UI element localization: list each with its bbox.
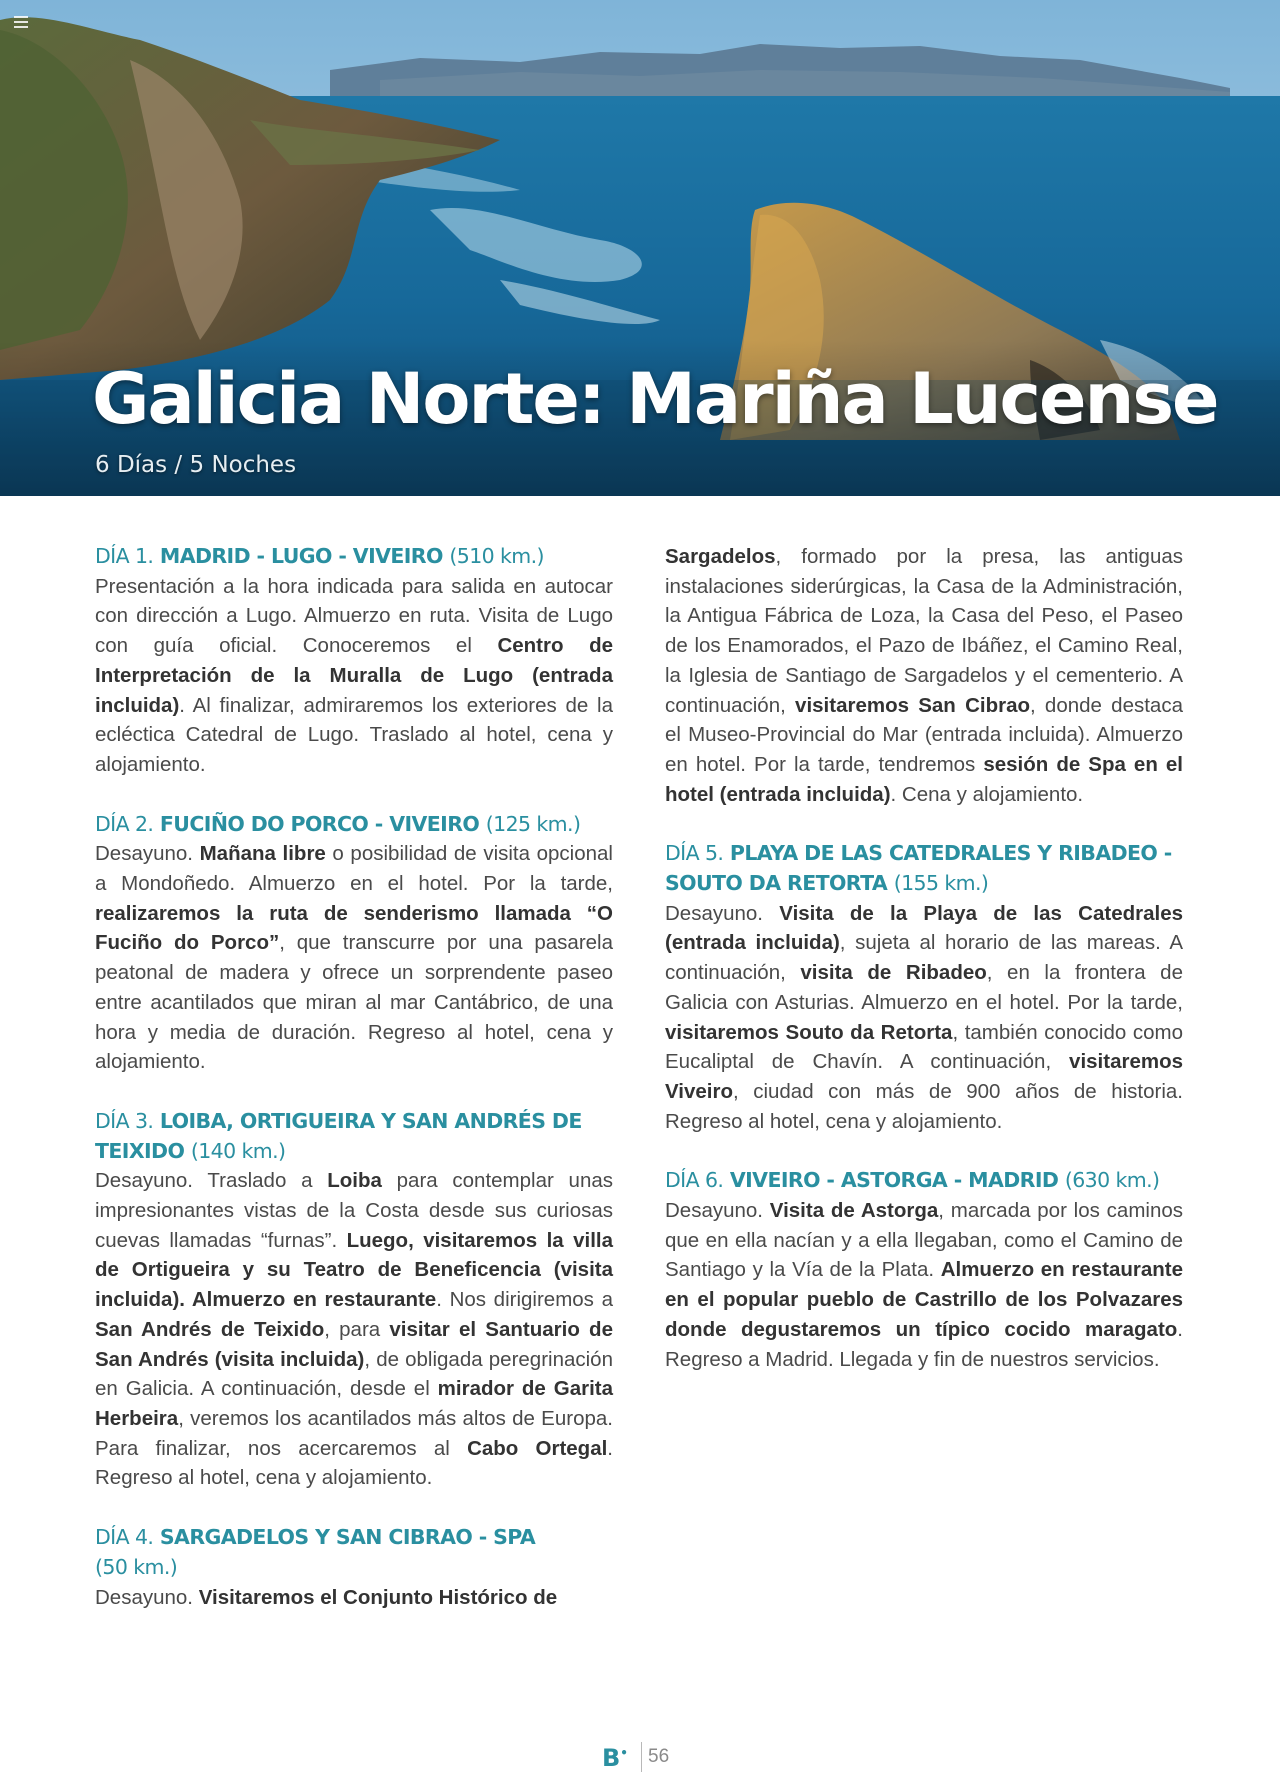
body-segment: , de obligada peregrinación en Galicia. A continuación, desde el [95,1347,613,1401]
footer-divider [641,1742,642,1772]
day-description [665,899,1183,1137]
highlight-text: visita de Ribadeo [800,961,987,985]
body-segment: , que transcurre por una pasarela peatonal de madera y ofrece un sorprendente paseo entre acantilados que miran al mar Cantábrico, de una hora y media de duración. Regreso al hotel, cena y alojamiento. [95,931,613,1074]
day-route: LOIBA, ORTIGUEIRA Y SAN ANDRÉS DE TEIXIDO [95,1108,582,1163]
body-segment: . Nos dirigiremos a [436,1288,613,1312]
body-segment: Desayuno. [95,842,200,866]
highlight-text: Visitaremos el Conjunto Histórico de [198,1585,558,1609]
day-section [95,1523,613,1612]
day-number: DÍA 6. [665,1168,724,1193]
day-distance: (155 km.) [893,871,989,896]
day-section [665,1166,1183,1374]
highlight-text: Almuerzo en restaurante en el popular pueblo de Castrillo de los Polvazares donde degustaremos un típico cocido maragato [665,1258,1184,1341]
day-distance: (125 km.) [485,811,581,836]
day-distance: (140 km.) [190,1138,286,1163]
day-heading [95,810,613,840]
day-section [665,839,1183,1136]
body-segment: para contemplar unas impresionantes vistas de la Costa desde sus curiosas cuevas llamadas “furnas”. [95,1169,613,1252]
day-number: DÍA 4. [95,1525,154,1550]
day-description [95,839,613,1077]
day-number: DÍA 5. [665,841,724,866]
day-number: DÍA 2. [95,811,154,836]
trip-duration: 6 Días / 5 Noches [95,452,297,478]
highlight-text: Visita de la Playa de las Catedrales (entrada incluida) [665,901,1184,955]
itinerary-column-right [665,542,1183,1404]
day-description [95,1166,613,1493]
day-number: DÍA 3. [95,1108,154,1133]
highlight-text: visitaremos Souto da Retorta [665,1020,953,1044]
day-description [665,542,1183,809]
highlight-text: San Andrés de Teixido [95,1317,325,1341]
day-number: DÍA 1. [95,544,154,568]
day-description [95,572,613,780]
body-segment: , marcada por los caminos que en ella nacían y a ella llegaban, como el Camino de Santiago y la Vía de la Plata. [665,1199,1183,1282]
highlight-text: visitaremos San Cibrao [795,693,1030,717]
highlight-text: Luego, visitaremos la villa de Ortigueira y su Teatro de Beneficencia (visita incluida). Almuerzo en restaurante [95,1228,613,1312]
body-segment: . Regreso a Madrid. Llegada y fin de nuestros servicios. [665,1317,1183,1371]
body-segment: Desayuno. [95,1585,199,1609]
day-section [95,810,613,1077]
itinerary-column-left [95,542,613,1642]
body-segment: Desayuno. Traslado a [95,1169,328,1193]
day-section [95,542,613,780]
day-heading [95,542,613,572]
day-route: SARGADELOS Y SAN CIBRAO - SPA [159,1525,536,1550]
body-segment: , sujeta al horario de las mareas. A continuación, [665,931,1183,985]
highlight-text: Visita de Astorga [769,1199,939,1223]
body-segment: . Regreso al hotel, cena y alojamiento. [95,1436,613,1490]
highlight-text: realizaremos la ruta de senderismo llamada “O Fuciño do Porco” [95,901,613,955]
body-segment: , ciudad con más de 900 años de historia. Regreso al hotel, cena y alojamiento. [665,1079,1183,1133]
body-segment: , para [324,1317,390,1341]
highlight-text: sesión de Spa en el hotel (entrada incluida) [665,752,1183,806]
highlight-text: Sargadelos [665,545,776,568]
highlight-text: mirador de Garita Herbeira [95,1377,613,1430]
body-segment: , formado por la presa, las antiguas instalaciones siderúrgicas, la Casa de la Administración, la Antigua Fábrica de Loza, la Casa del Peso, el Paseo de los Enamorados, el Pazo de Ibáñez, el Camino Real, la Iglesia de Santiago de Sargadelos y el cementerio. A continuación, [665,545,1183,717]
body-segment: Presentación a la hora indicada para salida en autocar con dirección a Lugo. Almuerzo en ruta. Visita de Lugo con guía oficial. Conoceremos el [95,574,613,658]
body-segment: , veremos los acantilados más altos de Europa. Para finalizar, nos acercaremos al [95,1406,613,1460]
page-title: Galicia Norte: Mariña Lucense [92,358,1218,440]
body-segment: , donde destaca el Museo-Provincial do Mar (entrada incluida). Almuerzo en hotel. Por la tarde, tendremos [665,693,1183,776]
body-segment: Desayuno. [665,901,780,925]
day-route: FUCIÑO DO PORCO - VIVEIRO [159,811,480,836]
body-segment: . Al finalizar, admiraremos los exteriores de la ecléctica Catedral de Lugo. Traslado al hotel, cena y alojamiento. [95,693,613,776]
highlight-text: visitaremos Viveiro [665,1050,1183,1103]
day-heading [95,1523,613,1582]
highlight-text: visitar el Santuario de San Andrés (visita incluida) [95,1317,613,1371]
menu-icon[interactable] [14,16,28,28]
day-route: MADRID - LUGO - VIVEIRO [159,544,443,568]
day-distance: (50 km.) [95,1554,178,1579]
day-heading [665,839,1183,898]
day-description [665,1196,1183,1374]
highlight-text: Loiba [327,1169,382,1193]
body-segment: Desayuno. [665,1199,770,1223]
highlight-text: Centro de Interpretación de la Muralla de Lugo (entrada incluida) [95,634,613,717]
highlight-text: Mañana libre [199,842,326,866]
day-route: VIVEIRO - ASTORGA - MADRID [729,1168,1059,1193]
day-description [95,1583,613,1613]
day-heading [665,1166,1183,1196]
page-number: 56 [648,1746,670,1767]
day-distance: (630 km.) [1064,1168,1160,1193]
day-section-continued [665,542,1183,809]
day-route: PLAYA DE LAS CATEDRALES Y RIBADEO - SOUTO DA RETORTA [665,841,1172,896]
hero-banner [0,0,1280,496]
body-segment: , en la frontera de Galicia con Asturias. Almuerzo en el hotel. Por la tarde, [665,961,1183,1014]
day-heading [95,1107,613,1166]
highlight-text: Cabo Ortegal [467,1436,608,1460]
day-distance: (510 km.) [449,544,544,568]
body-segment: . Cena y alojamiento. [890,782,1084,806]
body-segment: o posibilidad de visita opcional a Mondoñedo. Almuerzo en el hotel. Por la tarde, [95,842,613,896]
brand-logo-letter: B [602,1744,621,1772]
day-section [95,1107,613,1493]
body-segment: , también conocido como Eucaliptal de Chavín. A continuación, [665,1020,1183,1074]
brand-logo: B• [602,1744,628,1772]
